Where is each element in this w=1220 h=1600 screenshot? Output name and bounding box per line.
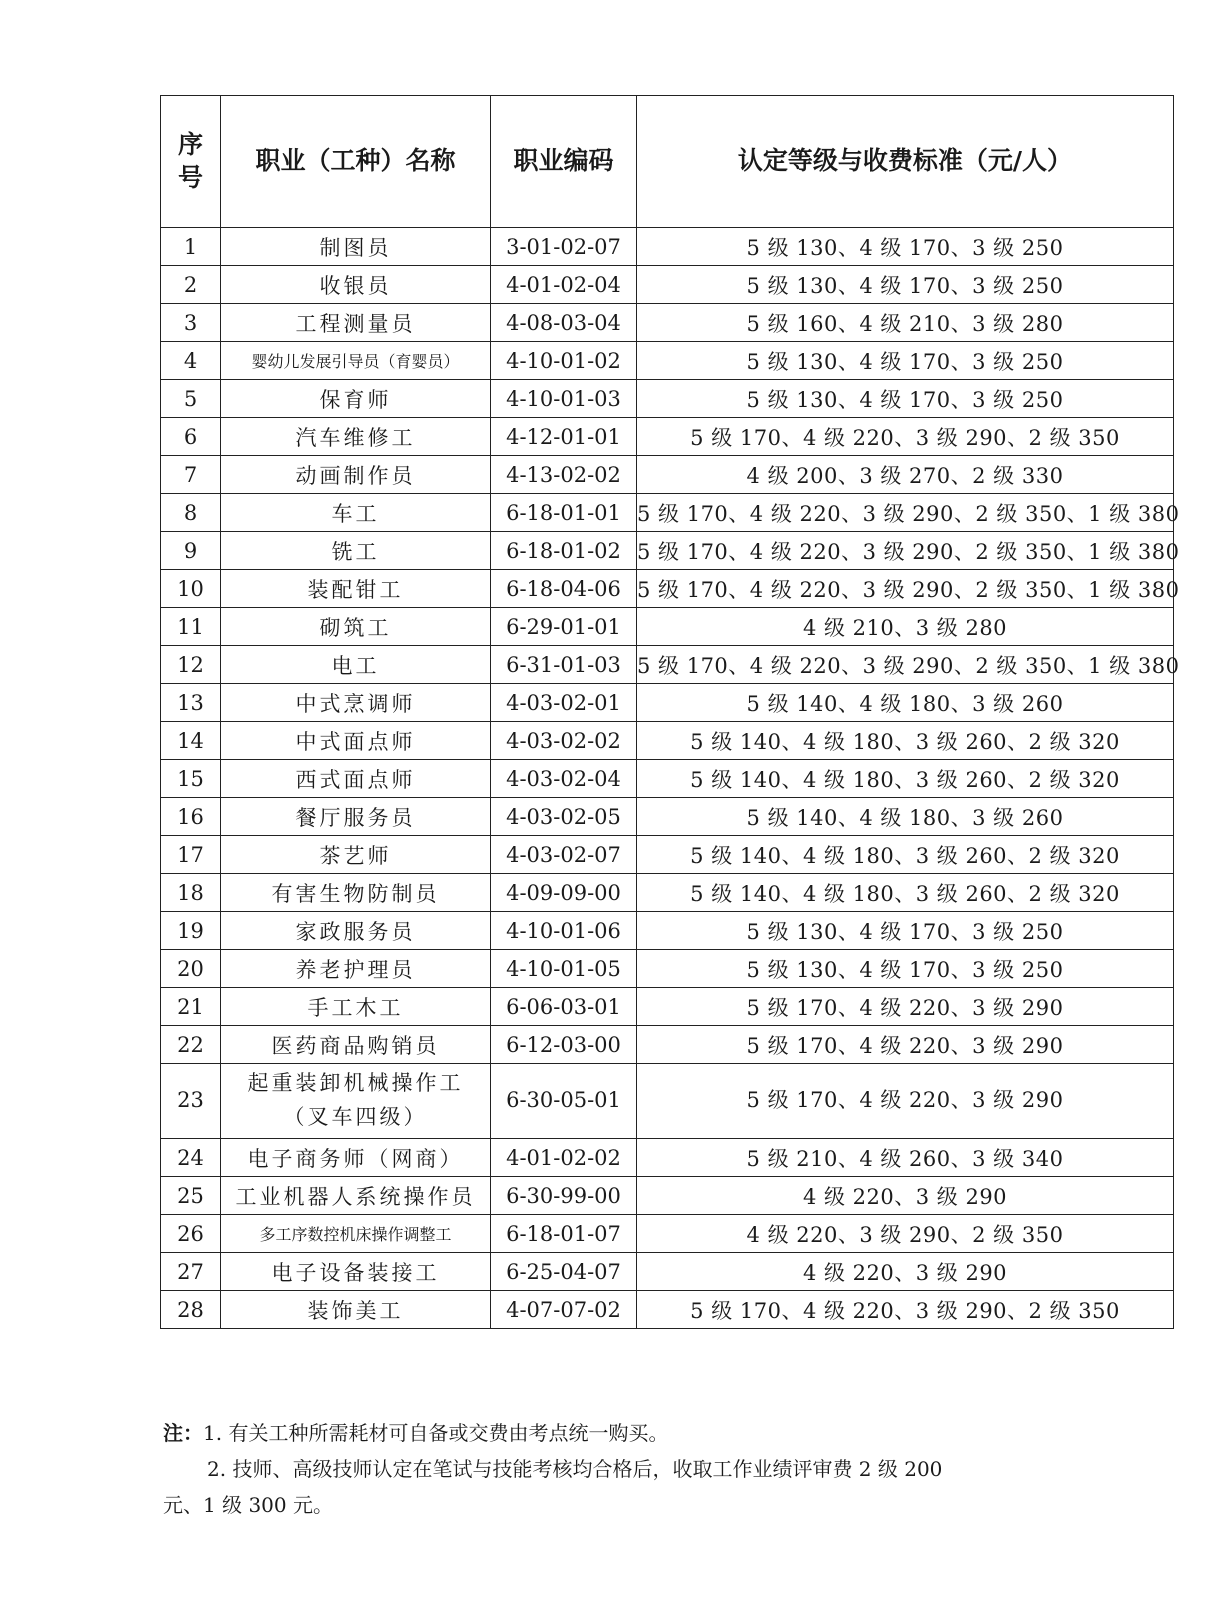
fee-standard: 4 级 220、3 级 290: [637, 1253, 1174, 1291]
occupation-name: 工业机器人系统操作员: [221, 1177, 491, 1215]
occupation-code: 6-29-01-01: [491, 608, 637, 646]
occupation-name: 茶艺师: [221, 836, 491, 874]
row-number: 12: [161, 646, 221, 684]
fee-table: [160, 95, 1180, 1329]
fee-standard: 5 级 170、4 级 220、3 级 290、2 级 350、1 级 380: [637, 494, 1174, 532]
row-number: 11: [161, 608, 221, 646]
note-line-3: 元、1 级 300 元。: [163, 1493, 333, 1517]
table-row: [161, 874, 1174, 912]
fee-standard: 5 级 210、4 级 260、3 级 340: [637, 1139, 1174, 1177]
table-row: [161, 1139, 1174, 1177]
note-line-1: [163, 1415, 1163, 1451]
occupation-code: 3-01-02-07: [491, 228, 637, 266]
row-number: 28: [161, 1291, 221, 1329]
row-number: 24: [161, 1139, 221, 1177]
occupation-code: 4-01-02-02: [491, 1139, 637, 1177]
table-row: [161, 304, 1174, 342]
occupation-name: 养老护理员: [221, 950, 491, 988]
table-row: [161, 342, 1174, 380]
occupation-code: 4-03-02-01: [491, 684, 637, 722]
row-number: 10: [161, 570, 221, 608]
occupation-name: 家政服务员: [221, 912, 491, 950]
row-number: 26: [161, 1215, 221, 1253]
fee-standard: 5 级 130、4 级 170、3 级 250: [637, 912, 1174, 950]
fee-standard: 4 级 220、3 级 290、2 级 350: [637, 1215, 1174, 1253]
occupation-code: 6-18-04-06: [491, 570, 637, 608]
table-row: [161, 266, 1174, 304]
occupation-code: 4-03-02-04: [491, 760, 637, 798]
occupation-code: 6-25-04-07: [491, 1253, 637, 1291]
row-number: 15: [161, 760, 221, 798]
header-seq-bottom: 号: [177, 162, 203, 192]
occupation-code: 4-10-01-06: [491, 912, 637, 950]
row-number: 13: [161, 684, 221, 722]
row-number: 9: [161, 532, 221, 570]
row-number: 21: [161, 988, 221, 1026]
table-row: [161, 1064, 1174, 1139]
occupation-name: 电子商务师（网商）: [221, 1139, 491, 1177]
table-row: [161, 760, 1174, 798]
occupation-name: 保育师: [221, 380, 491, 418]
row-number: 22: [161, 1026, 221, 1064]
fee-standard: 4 级 210、3 级 280: [637, 608, 1174, 646]
header-fee: 认定等级与收费标准（元/人）: [637, 96, 1174, 228]
occupation-code: 6-30-05-01: [491, 1064, 637, 1139]
fee-standard: 5 级 140、4 级 180、3 级 260、2 级 320: [637, 874, 1174, 912]
fee-standard: 5 级 170、4 级 220、3 级 290: [637, 1026, 1174, 1064]
row-number: 25: [161, 1177, 221, 1215]
occupation-code: 6-30-99-00: [491, 1177, 637, 1215]
row-number: 17: [161, 836, 221, 874]
table-body: [161, 228, 1180, 1329]
occupation-code: 4-13-02-02: [491, 456, 637, 494]
note-1-text: 1. 有关工种所需耗材可自备或交费由考点统一购买。: [203, 1421, 669, 1445]
row-number: 20: [161, 950, 221, 988]
table-row: [161, 1177, 1174, 1215]
table-row: [161, 836, 1174, 874]
table-row: [161, 532, 1174, 570]
header-seq-top: 序: [177, 130, 203, 159]
table-header-row: [161, 96, 1174, 228]
table-row: [161, 228, 1174, 266]
occupation-name: 婴幼儿发展引导员（育婴员）: [221, 342, 491, 380]
fee-standard: 5 级 170、4 级 220、3 级 290、2 级 350: [637, 1291, 1174, 1329]
table-row: [161, 646, 1174, 684]
table-row: [161, 950, 1174, 988]
row-number: 27: [161, 1253, 221, 1291]
notes-label: 注：: [163, 1421, 203, 1445]
fee-standard: 5 级 170、4 级 220、3 级 290: [637, 1064, 1174, 1139]
row-number: 4: [161, 342, 221, 380]
occupation-name: 餐厅服务员: [221, 798, 491, 836]
table-row: [161, 722, 1174, 760]
occupation-name: 电子设备装接工: [221, 1253, 491, 1291]
fee-standard: 5 级 140、4 级 180、3 级 260、2 级 320: [637, 836, 1174, 874]
occupation-code: 6-18-01-02: [491, 532, 637, 570]
notes: [163, 1415, 1163, 1523]
occupation-code: 6-06-03-01: [491, 988, 637, 1026]
occupation-name: 收银员: [221, 266, 491, 304]
occupation-code: 4-09-09-00: [491, 874, 637, 912]
occupation-name: 工程测量员: [221, 304, 491, 342]
occupation-code: 6-18-01-07: [491, 1215, 637, 1253]
header-code: 职业编码: [491, 96, 637, 228]
header-name: 职业（工种）名称: [221, 96, 491, 228]
occupation-name: 医药商品购销员: [221, 1026, 491, 1064]
fee-standard: 5 级 130、4 级 170、3 级 250: [637, 266, 1174, 304]
row-number: 6: [161, 418, 221, 456]
row-number: 3: [161, 304, 221, 342]
fee-standard: 5 级 130、4 级 170、3 级 250: [637, 380, 1174, 418]
fee-standard: 4 级 220、3 级 290: [637, 1177, 1174, 1215]
row-number: 19: [161, 912, 221, 950]
occupation-code: 6-18-01-01: [491, 494, 637, 532]
fee-standard: 5 级 130、4 级 170、3 级 250: [637, 228, 1174, 266]
table-row: [161, 1215, 1174, 1253]
table-row: [161, 608, 1174, 646]
row-number: 16: [161, 798, 221, 836]
table-row: [161, 418, 1174, 456]
fee-standard: 5 级 170、4 级 220、3 级 290、2 级 350、1 级 380: [637, 532, 1174, 570]
occupation-code: 4-10-01-02: [491, 342, 637, 380]
row-number: 7: [161, 456, 221, 494]
row-number: 2: [161, 266, 221, 304]
row-number: 23: [161, 1064, 221, 1139]
fee-standard: 5 级 140、4 级 180、3 级 260: [637, 684, 1174, 722]
row-number: 8: [161, 494, 221, 532]
fee-standard: 5 级 140、4 级 180、3 级 260、2 级 320: [637, 722, 1174, 760]
occupation-name-line2: （叉车四级）: [283, 1105, 428, 1129]
occupation-name: 中式面点师: [221, 722, 491, 760]
table-row: [161, 1026, 1174, 1064]
occupation-code: 4-10-01-05: [491, 950, 637, 988]
fee-standard: 5 级 140、4 级 180、3 级 260: [637, 798, 1174, 836]
occupation-code: 4-03-02-05: [491, 798, 637, 836]
occupation-name: 西式面点师: [221, 760, 491, 798]
occupation-name: 手工木工: [221, 988, 491, 1026]
occupation-name: 中式烹调师: [221, 684, 491, 722]
table-row: [161, 798, 1174, 836]
table-row: [161, 494, 1174, 532]
table-row: [161, 912, 1174, 950]
occupation-code: 4-07-07-02: [491, 1291, 637, 1329]
row-number: 14: [161, 722, 221, 760]
fee-standard: 5 级 170、4 级 220、3 级 290、2 级 350: [637, 418, 1174, 456]
header-seq: [161, 96, 221, 228]
row-number: 5: [161, 380, 221, 418]
occupation-name-line1: 起重装卸机械操作工: [247, 1071, 464, 1096]
occupation-name: 多工序数控机床操作调整工: [221, 1215, 491, 1253]
occupation-name: 有害生物防制员: [221, 874, 491, 912]
table-row: [161, 570, 1174, 608]
fee-standard: 5 级 140、4 级 180、3 级 260、2 级 320: [637, 760, 1174, 798]
occupation-name: 砌筑工: [221, 608, 491, 646]
table-row: [161, 1291, 1174, 1329]
occupation-name: 装饰美工: [221, 1291, 491, 1329]
occupation-code: 4-12-01-01: [491, 418, 637, 456]
fee-standard: 5 级 130、4 级 170、3 级 250: [637, 950, 1174, 988]
fee-standard: 5 级 130、4 级 170、3 级 250: [637, 342, 1174, 380]
occupation-name: 装配钳工: [221, 570, 491, 608]
occupation-name: 动画制作员: [221, 456, 491, 494]
table-row: [161, 456, 1174, 494]
row-number: 1: [161, 228, 221, 266]
fee-standard: 5 级 170、4 级 220、3 级 290、2 级 350、1 级 380: [637, 570, 1174, 608]
row-number: 18: [161, 874, 221, 912]
occupation-name: 制图员: [221, 228, 491, 266]
note-line-2: 2. 技师、高级技师认定在笔试与技能考核均合格后，收取工作业绩评审费 2 级 200: [207, 1457, 943, 1481]
table-row: [161, 988, 1174, 1026]
fee-standard: 4 级 200、3 级 270、2 级 330: [637, 456, 1174, 494]
fee-standard: 5 级 170、4 级 220、3 级 290、2 级 350、1 级 380: [637, 646, 1174, 684]
fee-standard: 5 级 160、4 级 210、3 级 280: [637, 304, 1174, 342]
occupation-name: 汽车维修工: [221, 418, 491, 456]
occupation-code: 4-03-02-07: [491, 836, 637, 874]
occupation-code: 6-31-01-03: [491, 646, 637, 684]
table-row: [161, 1253, 1174, 1291]
table-row: [161, 380, 1174, 418]
occupation-name: [221, 1064, 491, 1139]
occupation-code: 4-03-02-02: [491, 722, 637, 760]
occupation-name: 车工: [221, 494, 491, 532]
table-row: [161, 684, 1174, 722]
occupation-code: 4-08-03-04: [491, 304, 637, 342]
occupation-code: 6-12-03-00: [491, 1026, 637, 1064]
fee-standard: 5 级 170、4 级 220、3 级 290: [637, 988, 1174, 1026]
occupation-code: 4-10-01-03: [491, 380, 637, 418]
occupation-code: 4-01-02-04: [491, 266, 637, 304]
occupation-name: 电工: [221, 646, 491, 684]
occupation-name: 铣工: [221, 532, 491, 570]
